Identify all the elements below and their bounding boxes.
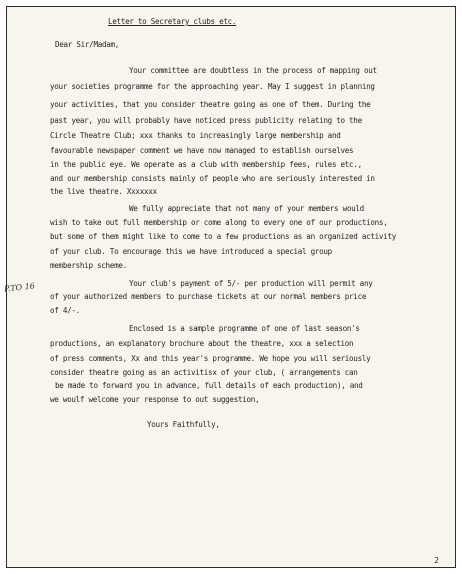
body-line: of 4/-. xyxy=(50,306,80,315)
body-line: the live theatre. Xxxxxxx xyxy=(50,187,157,196)
body-line: be made to forward you in advance, full details of each production), and xyxy=(55,381,363,390)
body-line: of your authorized members to purchase tickets at our normal members price xyxy=(50,292,367,301)
body-line: of press comments, Xx and this year's programme. We hope you will seriously xyxy=(50,354,371,363)
body-line: membership scheme. xyxy=(50,261,127,270)
body-line: wish to take out full membership or come along to every one of our productions, xyxy=(50,218,388,227)
body-line: your activities, that you consider theatre going as one of them. During the xyxy=(50,100,371,109)
closing: Yours Faithfully, xyxy=(147,420,220,429)
body-line: Your club's payment of 5/- per production will permit any xyxy=(129,279,373,288)
body-line: We fully appreciate that not many of your members would xyxy=(129,204,364,213)
body-line: in the public eye. We operate as a club with membership fees, rules etc., xyxy=(50,160,362,169)
letter-title: Letter to Secretary clubs etc. xyxy=(108,17,237,26)
margin-note: P.TO 16 xyxy=(3,281,36,294)
body-line: Circle Theatre Club; xxx thanks to increasingly large membership and xyxy=(50,131,341,140)
page-number: 2 xyxy=(434,556,440,565)
body-line: consider theatre going as an activitisx of your club, ( arrangements can xyxy=(50,368,358,377)
body-line: your societies programme for the approaching year. May I suggest in planning xyxy=(50,82,375,91)
body-line: favourable newspaper comment we have now managed to establish ourselves xyxy=(50,146,354,155)
body-line: Your committee are doubtless in the process of mapping out xyxy=(129,66,377,75)
body-line: Enclosed is a sample programme of one of last season's xyxy=(129,324,360,333)
body-line: past year, you will probably have noticed press publicity relating to the xyxy=(50,116,362,125)
body-line: we woulf welcome your response to out suggestion, xyxy=(50,395,260,404)
body-line: of your club. To encourage this we have introduced a special group xyxy=(50,247,332,256)
body-line: productions, an explanatory brochure about the theatre, xxx a selection xyxy=(50,339,354,348)
body-line: and our membership consists mainly of people who are seriously interested in xyxy=(50,174,375,183)
salutation: Dear Sir/Madam, xyxy=(55,40,120,49)
body-line: but some of them might like to come to a few productions as an organized activity xyxy=(50,232,397,241)
